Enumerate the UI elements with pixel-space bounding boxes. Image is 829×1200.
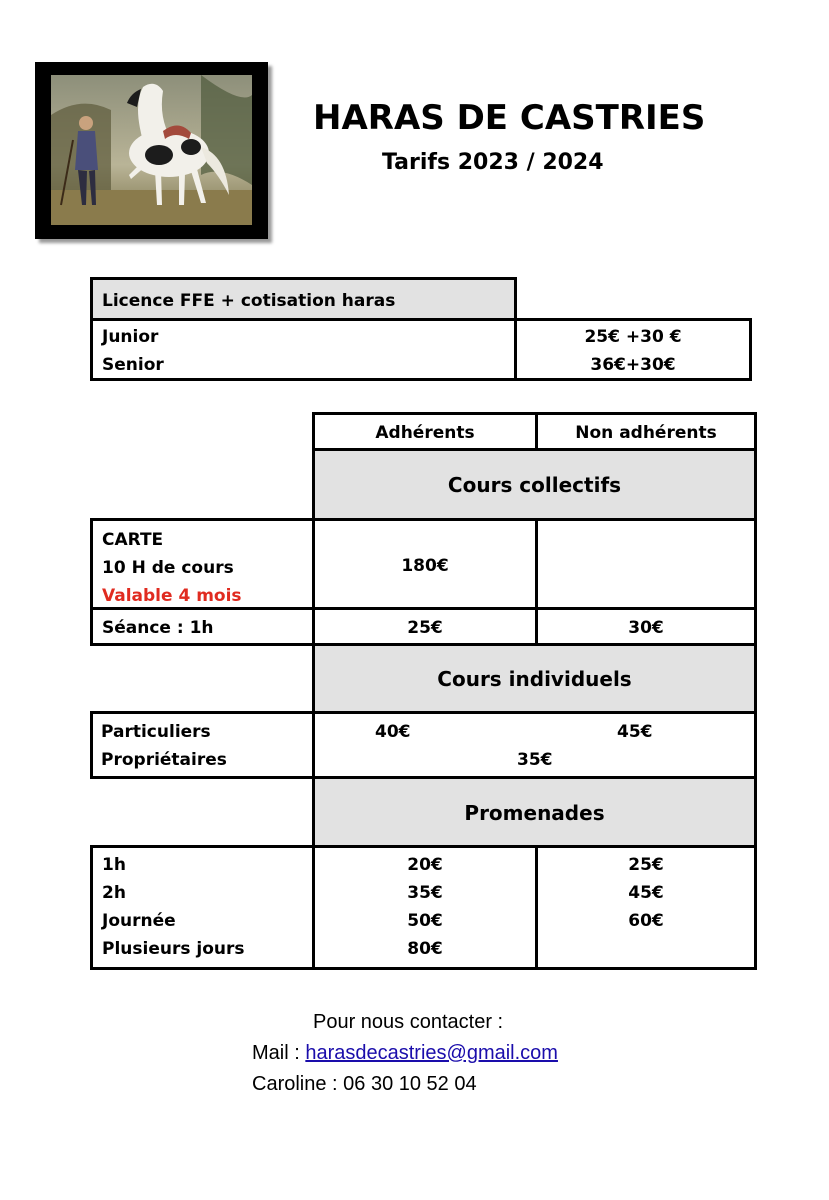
seance-adherents-price: 25€ [407, 618, 443, 638]
licence-senior-label: Senior [102, 355, 164, 375]
promenade-label: Journée [102, 911, 176, 931]
column-header-adherents-label: Adhérents [375, 423, 475, 443]
seance-adherents-cell [312, 607, 538, 646]
contact-mail-link[interactable]: harasdecastries@gmail.com [305, 1042, 558, 1064]
promenades-labels-cell [90, 845, 315, 970]
promenade-non-adherents-price: 60€ [628, 911, 664, 931]
promenade-label: Plusieurs jours [102, 939, 245, 959]
seance-label: Séance : 1h [102, 618, 214, 638]
proprietaires-label: Propriétaires [101, 750, 227, 770]
seance-non-adherents-cell [535, 607, 757, 646]
particuliers-adherents-price: 40€ [375, 722, 411, 742]
horse-painting [35, 62, 268, 239]
carte-adherents-cell [312, 518, 538, 610]
contact-mail-line [252, 1042, 558, 1065]
promenades-adherents-cell [312, 845, 538, 970]
promenade-adherents-price: 80€ [407, 939, 443, 959]
carte-non-adherents-cell [535, 518, 757, 610]
promenade-non-adherents-price: 25€ [628, 855, 664, 875]
column-header-adherents [312, 412, 538, 451]
promenade-label: 1h [102, 855, 126, 875]
section-cours-individuels [312, 643, 757, 714]
section-cours-collectifs [312, 448, 757, 521]
section-cours-individuels-title: Cours individuels [437, 667, 632, 691]
section-promenades-title: Promenades [464, 801, 605, 825]
column-header-non-adherents-label: Non adhérents [575, 423, 717, 443]
licence-header-label: Licence FFE + cotisation haras [102, 291, 396, 311]
carte-label-cell [90, 518, 315, 610]
individuels-block [90, 711, 757, 779]
contact-intro: Pour nous contacter : [313, 1011, 504, 1033]
licence-header [90, 277, 517, 321]
individuels-divider [312, 711, 315, 779]
licence-senior-price: 36€+30€ [590, 355, 676, 375]
seance-non-adherents-price: 30€ [628, 618, 664, 638]
carte-line-1: CARTE [102, 530, 164, 550]
section-cours-collectifs-title: Cours collectifs [447, 473, 622, 497]
column-header-non-adherents [535, 412, 757, 451]
promenades-non-adherents-cell [535, 845, 757, 970]
section-promenades [312, 776, 757, 848]
carte-adherents-price: 180€ [401, 556, 449, 576]
page-subtitle: Tarifs 2023 / 2024 [382, 150, 604, 175]
promenade-non-adherents-price: 45€ [628, 883, 664, 903]
seance-label-cell [90, 607, 315, 646]
particuliers-non-adherents-price: 45€ [617, 722, 653, 742]
particuliers-label: Particuliers [101, 722, 211, 742]
page-title: HARAS DE CASTRIES [313, 98, 706, 138]
contact-mail-label: Mail : [252, 1042, 306, 1064]
licence-labels-cell [90, 318, 517, 381]
carte-validity: Valable 4 mois [102, 586, 242, 606]
promenade-adherents-price: 35€ [407, 883, 443, 903]
proprietaires-price: 35€ [517, 750, 553, 770]
promenade-adherents-price: 20€ [407, 855, 443, 875]
promenade-label: 2h [102, 883, 126, 903]
licence-prices-cell [514, 318, 752, 381]
contact-phone: Caroline : 06 30 10 52 04 [252, 1073, 477, 1095]
carte-line-2: 10 H de cours [102, 558, 234, 578]
licence-junior-price: 25€ +30 € [584, 327, 682, 347]
licence-junior-label: Junior [102, 327, 159, 347]
horse-illustration [51, 75, 252, 225]
promenade-adherents-price: 50€ [407, 911, 443, 931]
